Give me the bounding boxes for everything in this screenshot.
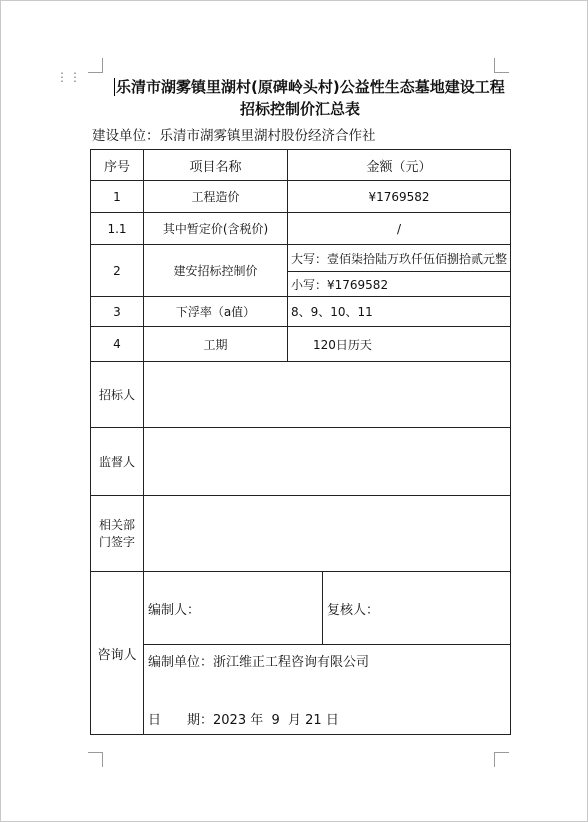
bidder-signature-field[interactable] bbox=[144, 362, 510, 427]
row-2-amount-lower: 小写：¥1769582 bbox=[291, 277, 389, 292]
crop-mark-top-left bbox=[88, 58, 103, 73]
header-amount: 金额（元） bbox=[366, 159, 432, 175]
row-3-seq: 3 bbox=[113, 304, 121, 319]
header-seq: 序号 bbox=[103, 159, 130, 175]
crop-mark-top-right bbox=[494, 58, 509, 73]
dept-label-line-2: 门签字 bbox=[98, 534, 135, 549]
drag-handle-icon[interactable]: ⋮⋮ bbox=[56, 70, 82, 84]
bidder-label: 招标人 bbox=[98, 388, 135, 402]
consultant-label: 咨询人 bbox=[97, 647, 137, 663]
row-1-1-name: 其中暂定价(含税价) bbox=[162, 222, 269, 236]
owner-label: 建设单位：乐清市湖雾镇里湖村股份经济合作社 bbox=[92, 128, 376, 144]
dept-label-line-1: 相关部 bbox=[98, 517, 135, 532]
header-project-name: 项目名称 bbox=[189, 159, 242, 175]
crop-mark-bottom-right bbox=[494, 752, 509, 767]
supervisor-signature-field[interactable] bbox=[144, 428, 510, 495]
row-4-seq: 4 bbox=[113, 337, 121, 351]
row-1-amount: ¥1769582 bbox=[368, 189, 430, 204]
row-2-amount-upper: 大写：壹佰柒拾陆万玖仟伍佰捌拾贰元整 bbox=[291, 251, 508, 266]
row-1-name: 工程造价 bbox=[191, 190, 240, 204]
row-4-name: 工期 bbox=[203, 337, 228, 352]
supervisor-label: 监督人 bbox=[98, 455, 135, 469]
row-3-name: 下浮率（a值） bbox=[175, 305, 256, 319]
compile-date-label: 日 期：2023 年 9 月 21 日 bbox=[148, 712, 339, 728]
row-1-1-amount: / bbox=[396, 221, 402, 236]
row-1-seq: 1 bbox=[113, 189, 121, 204]
text-cursor bbox=[114, 78, 115, 96]
document-subtitle: 招标控制价汇总表 bbox=[239, 100, 360, 118]
row-1-1-seq: 1.1 bbox=[107, 221, 127, 236]
row-2-name: 建安招标控制价 bbox=[173, 264, 258, 278]
row-4-amount: 120日历天 bbox=[313, 337, 372, 352]
dept-signature-field[interactable] bbox=[144, 496, 510, 571]
row-3-amount: 8、9、10、11 bbox=[291, 305, 373, 319]
crop-mark-bottom-left bbox=[88, 752, 103, 767]
dept-signature-label bbox=[91, 496, 143, 571]
reviewer-label[interactable]: 复核人： bbox=[327, 602, 380, 618]
document-title: 乐清市湖雾镇里湖村(原碑岭头村)公益性生态墓地建设工程 bbox=[116, 78, 505, 96]
compiler-label[interactable]: 编制人： bbox=[148, 602, 201, 618]
compile-unit-label: 编制单位：浙江维正工程咨询有限公司 bbox=[148, 654, 370, 670]
row-2-seq: 2 bbox=[113, 263, 121, 278]
